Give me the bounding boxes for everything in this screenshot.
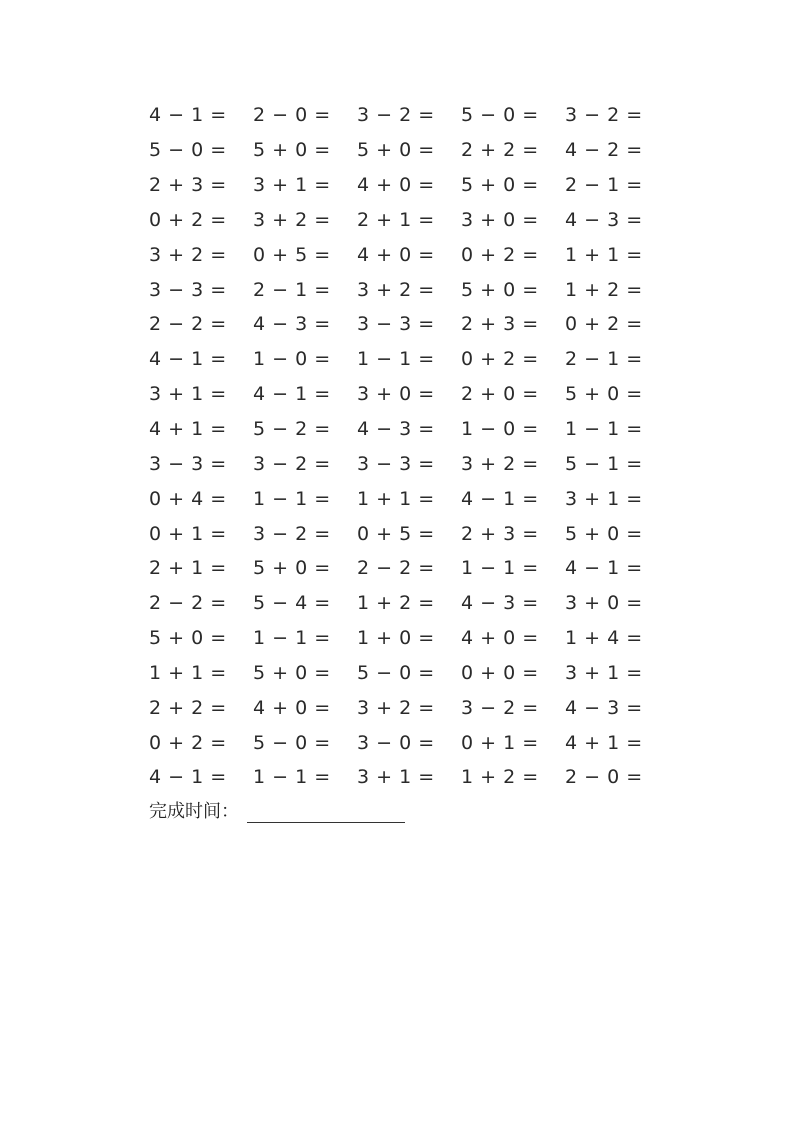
problem-row — [149, 272, 669, 307]
problem-row — [149, 412, 669, 447]
math-problem: 3 − 3 = — [149, 452, 227, 475]
math-problem: 5 − 0 = — [357, 661, 435, 684]
math-problem: 3 + 2 = — [461, 452, 539, 475]
math-problem: 2 − 0 = — [565, 766, 643, 789]
math-problem: 0 + 0 = — [461, 661, 539, 684]
math-problem: 2 − 2 = — [149, 313, 227, 336]
math-problem: 0 + 5 = — [357, 522, 435, 545]
math-problem: 3 + 1 = — [565, 487, 643, 510]
math-problem: 1 + 0 = — [357, 627, 435, 650]
math-problem: 3 + 2 = — [357, 696, 435, 719]
math-problem: 5 + 0 = — [149, 627, 227, 650]
math-problem: 3 + 1 = — [149, 383, 227, 406]
math-problem: 3 + 2 = — [357, 278, 435, 301]
math-problem: 1 − 0 = — [253, 348, 331, 371]
math-problem: 4 − 3 = — [253, 313, 331, 336]
math-problem: 3 + 0 = — [461, 208, 539, 231]
problem-row — [149, 586, 669, 621]
math-problem: 4 − 1 = — [253, 383, 331, 406]
math-problem: 3 − 2 = — [253, 522, 331, 545]
math-problem: 2 − 1 = — [565, 348, 643, 371]
problem-row — [149, 760, 669, 795]
math-problem: 5 + 0 = — [565, 383, 643, 406]
math-problem: 3 + 1 = — [253, 174, 331, 197]
math-problem: 2 + 3 = — [461, 522, 539, 545]
math-problem: 1 + 1 = — [357, 487, 435, 510]
math-problem: 4 + 1 = — [149, 418, 227, 441]
math-problem: 1 − 0 = — [461, 418, 539, 441]
math-problem: 4 − 1 = — [149, 348, 227, 371]
completion-time-label: 完成时间： — [149, 801, 239, 822]
problem-row — [149, 446, 669, 481]
math-problem: 1 − 1 = — [253, 487, 331, 510]
completion-time-blank[interactable] — [247, 802, 405, 823]
math-problem: 5 + 0 = — [253, 139, 331, 162]
math-problem: 2 + 1 = — [149, 557, 227, 580]
problem-row — [149, 307, 669, 342]
math-problem: 0 + 1 = — [149, 522, 227, 545]
math-problem: 4 + 0 = — [357, 243, 435, 266]
math-problem: 5 + 0 = — [357, 139, 435, 162]
math-problem: 5 − 4 = — [253, 592, 331, 615]
math-problem: 1 + 4 = — [565, 627, 643, 650]
math-problem: 3 − 2 = — [253, 452, 331, 475]
math-problem: 4 − 1 = — [461, 487, 539, 510]
math-problem: 5 − 0 = — [253, 731, 331, 754]
math-problem: 2 + 2 = — [149, 696, 227, 719]
math-problem: 5 − 0 = — [149, 139, 227, 162]
math-problem: 1 − 1 = — [253, 766, 331, 789]
problem-row — [149, 342, 669, 377]
math-problem: 3 + 0 = — [565, 592, 643, 615]
math-problem: 5 + 0 = — [461, 174, 539, 197]
problem-row — [149, 98, 669, 133]
problem-row — [149, 656, 669, 691]
problem-row — [149, 133, 669, 168]
problem-row — [149, 725, 669, 760]
math-problem: 2 − 1 = — [253, 278, 331, 301]
math-problem: 1 + 2 = — [565, 278, 643, 301]
math-problem: 5 + 0 = — [253, 661, 331, 684]
math-problem: 4 + 0 = — [357, 174, 435, 197]
math-problem: 4 − 3 = — [357, 418, 435, 441]
completion-time-footer — [149, 797, 405, 823]
math-problem: 0 + 2 = — [461, 348, 539, 371]
math-problem: 2 + 0 = — [461, 383, 539, 406]
math-problem: 3 − 2 = — [357, 104, 435, 127]
problem-row — [149, 203, 669, 238]
math-problem: 4 − 3 = — [461, 592, 539, 615]
math-problem: 5 + 0 = — [461, 278, 539, 301]
math-problem: 2 + 3 = — [149, 174, 227, 197]
problem-row — [149, 168, 669, 203]
math-problem: 3 + 2 = — [149, 243, 227, 266]
math-problem: 0 + 4 = — [149, 487, 227, 510]
math-problem: 4 − 2 = — [565, 139, 643, 162]
math-problem: 4 + 0 = — [253, 696, 331, 719]
math-problem: 5 − 0 = — [461, 104, 539, 127]
math-problem: 1 − 1 = — [253, 627, 331, 650]
math-problem: 3 − 2 = — [461, 696, 539, 719]
problem-row — [149, 621, 669, 656]
math-problem: 0 + 2 = — [461, 243, 539, 266]
math-problem: 2 − 2 = — [357, 557, 435, 580]
problem-row — [149, 551, 669, 586]
math-problem: 0 + 2 = — [565, 313, 643, 336]
math-problem: 2 − 2 = — [149, 592, 227, 615]
math-problem: 3 − 3 = — [357, 452, 435, 475]
math-problem: 1 + 2 = — [357, 592, 435, 615]
math-problem: 3 + 1 = — [565, 661, 643, 684]
problem-row — [149, 237, 669, 272]
math-problem: 3 − 0 = — [357, 731, 435, 754]
math-problem: 3 + 2 = — [253, 208, 331, 231]
math-problem: 5 − 2 = — [253, 418, 331, 441]
math-problem: 1 − 1 = — [565, 418, 643, 441]
math-problem: 2 + 1 = — [357, 208, 435, 231]
math-problem: 4 − 3 = — [565, 208, 643, 231]
problem-row — [149, 516, 669, 551]
math-problem: 1 + 1 = — [565, 243, 643, 266]
math-problem: 4 + 0 = — [461, 627, 539, 650]
math-problem: 1 + 2 = — [461, 766, 539, 789]
math-problem: 4 − 1 = — [565, 557, 643, 580]
math-problem: 1 − 1 = — [357, 348, 435, 371]
math-problem: 4 − 3 = — [565, 696, 643, 719]
math-problem: 3 − 2 = — [565, 104, 643, 127]
arithmetic-problem-grid — [149, 98, 669, 795]
math-problem: 3 + 1 = — [357, 766, 435, 789]
math-problem: 1 − 1 = — [461, 557, 539, 580]
math-problem: 2 + 2 = — [461, 139, 539, 162]
math-problem: 3 − 3 = — [149, 278, 227, 301]
math-problem: 2 − 0 = — [253, 104, 331, 127]
math-problem: 0 + 2 = — [149, 731, 227, 754]
problem-row — [149, 690, 669, 725]
math-problem: 4 + 1 = — [565, 731, 643, 754]
math-problem: 3 + 0 = — [357, 383, 435, 406]
problem-row — [149, 481, 669, 516]
math-problem: 1 + 1 = — [149, 661, 227, 684]
math-problem: 0 + 5 = — [253, 243, 331, 266]
math-problem: 3 − 3 = — [357, 313, 435, 336]
math-problem: 4 − 1 = — [149, 766, 227, 789]
math-problem: 5 + 0 = — [253, 557, 331, 580]
math-problem: 5 − 1 = — [565, 452, 643, 475]
math-problem: 2 − 1 = — [565, 174, 643, 197]
math-problem: 0 + 1 = — [461, 731, 539, 754]
math-problem: 2 + 3 = — [461, 313, 539, 336]
problem-row — [149, 377, 669, 412]
math-problem: 5 + 0 = — [565, 522, 643, 545]
math-problem: 4 − 1 = — [149, 104, 227, 127]
math-problem: 0 + 2 = — [149, 208, 227, 231]
